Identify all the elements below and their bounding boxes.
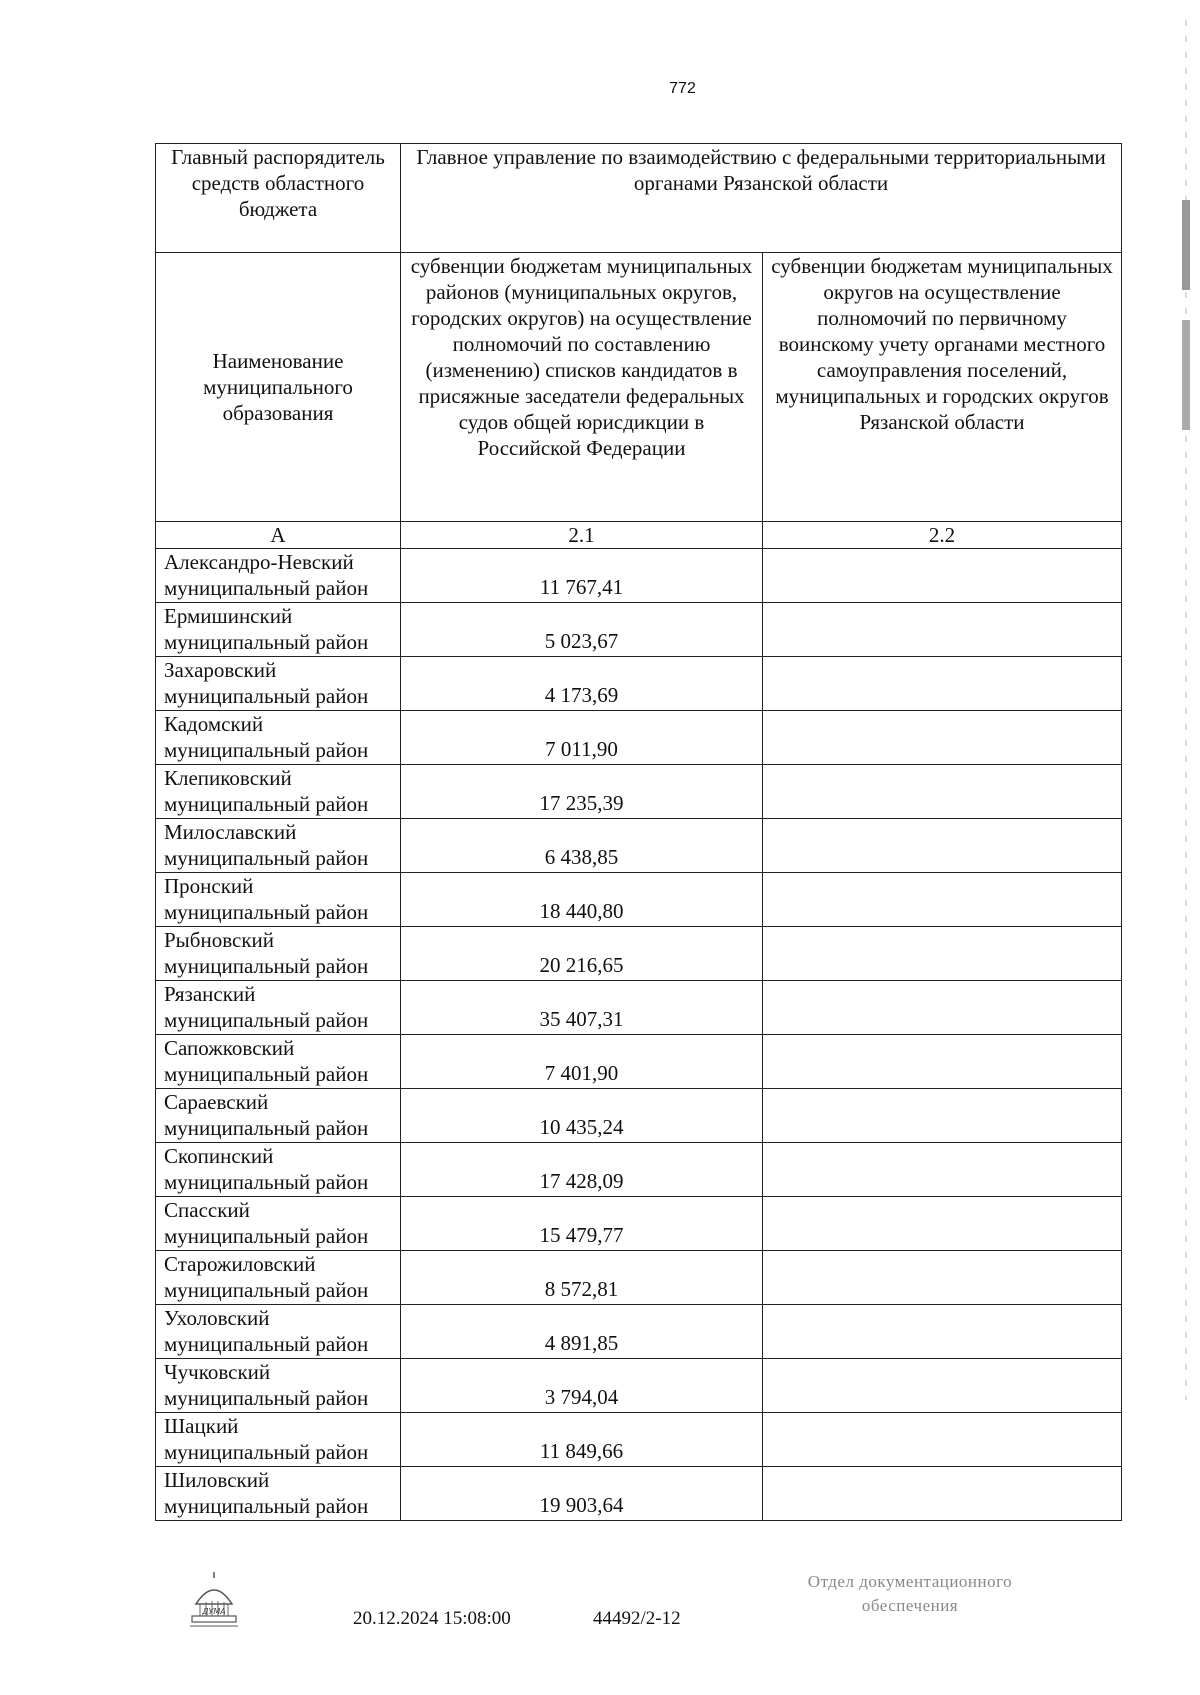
value-2-1: 4 891,85 [401,1305,763,1359]
value-2-2 [763,981,1122,1035]
value-2-1: 15 479,77 [401,1197,763,1251]
municipality-type: муниципальный район [164,576,369,600]
subventions-table [155,143,1122,1521]
value-2-1: 7 401,90 [401,1035,763,1089]
table-row [156,1035,1122,1089]
value-2-2 [763,603,1122,657]
municipality-type: муниципальный район [164,900,369,924]
municipality-type: муниципальный район [164,1008,369,1032]
municipality-name-cell [156,873,401,927]
stamp-line-1: Отдел документационного [807,1572,1013,1591]
value-2-1: 19 903,64 [401,1467,763,1521]
municipality-type: муниципальный район [164,1386,369,1410]
table-row [156,711,1122,765]
value-2-2 [763,1467,1122,1521]
value-2-1: 11 849,66 [401,1413,763,1467]
municipality-name: Пронский [164,874,254,898]
municipality-name: Кадомский [164,712,264,736]
value-2-1: 35 407,31 [401,981,763,1035]
municipality-name: Спасский [164,1198,250,1222]
value-2-2 [763,927,1122,981]
value-2-2 [763,1035,1122,1089]
municipality-name: Чучковский [164,1360,271,1384]
value-2-2 [763,873,1122,927]
index-a: А [156,522,401,549]
department-stamp [760,1570,1060,1618]
column-index-row [156,522,1122,549]
table-row [156,981,1122,1035]
distributor-row [156,144,1122,253]
column-2-2-header: субвенции бюджетам муниципальных округов на осуществление полномочий по первичному воинскому учету органами местного самоуправления поселений, муниципальных и городских округов Рязанской области [763,253,1122,522]
distributor-label: Главный распорядитель средств областного бюджета [156,144,401,253]
value-2-2 [763,549,1122,603]
value-2-2 [763,1359,1122,1413]
municipality-name-cell [156,1035,401,1089]
municipality-name-cell [156,1143,401,1197]
value-2-2 [763,1305,1122,1359]
municipality-name-cell [156,711,401,765]
value-2-1: 7 011,90 [401,711,763,765]
table-row [156,819,1122,873]
column-header-row [156,253,1122,522]
municipality-type: муниципальный район [164,1116,369,1140]
municipality-name-cell [156,1251,401,1305]
logo-lettering: ДУМА [202,1607,226,1616]
municipality-name-cell [156,1089,401,1143]
table-row [156,1413,1122,1467]
value-2-2 [763,765,1122,819]
value-2-1: 20 216,65 [401,927,763,981]
value-2-1: 17 428,09 [401,1143,763,1197]
municipality-type: муниципальный район [164,1494,369,1518]
index-2-2: 2.2 [763,522,1122,549]
stamp-line-2: обеспечения [861,1596,959,1615]
footer-timestamp: 20.12.2024 15:08:00 [353,1608,511,1629]
value-2-2 [763,1251,1122,1305]
municipality-name-cell [156,1413,401,1467]
value-2-1: 4 173,69 [401,657,763,711]
municipality-name-cell [156,1197,401,1251]
municipality-name: Милославский [164,820,297,844]
value-2-1: 18 440,80 [401,873,763,927]
municipality-name-cell [156,1467,401,1521]
value-2-2 [763,1143,1122,1197]
municipality-type: муниципальный район [164,846,369,870]
municipality-type: муниципальный район [164,1278,369,1302]
table-row [156,549,1122,603]
index-2-1: 2.1 [401,522,763,549]
table-row [156,603,1122,657]
municipality-name-cell [156,657,401,711]
value-2-2 [763,657,1122,711]
municipality-name: Захаровский [164,658,277,682]
page-number: 772 [669,80,696,97]
value-2-1: 3 794,04 [401,1359,763,1413]
value-2-2 [763,819,1122,873]
value-2-1: 11 767,41 [401,549,763,603]
municipality-type: муниципальный район [164,738,369,762]
value-2-1: 5 023,67 [401,603,763,657]
municipality-name: Александро-Невский [164,550,354,574]
municipality-name: Ермишинский [164,604,293,628]
municipality-type: муниципальный район [164,684,369,708]
table-row [156,1089,1122,1143]
scan-edge-marks [1180,20,1192,1400]
municipality-name: Рыбновский [164,928,275,952]
municipality-name-cell [156,603,401,657]
value-2-2 [763,1413,1122,1467]
table-row [156,1251,1122,1305]
municipality-name-cell [156,981,401,1035]
value-2-2 [763,711,1122,765]
municipality-type: муниципальный район [164,1062,369,1086]
municipality-column-header: Наименование муниципального образования [156,253,401,522]
municipality-name-cell [156,927,401,981]
table-row [156,1467,1122,1521]
municipality-type: муниципальный район [164,1170,369,1194]
value-2-2 [763,1197,1122,1251]
municipality-name: Скопинский [164,1144,274,1168]
municipality-name: Сараевский [164,1090,269,1114]
table-row [156,873,1122,927]
municipality-name-cell [156,765,401,819]
municipality-type: муниципальный район [164,954,369,978]
municipality-name: Клепиковский [164,766,292,790]
column-2-1-header: субвенции бюджетам муниципальных районов (муниципальных округов, городских округов) на осуществление полномочий по составлению (изменению) списков кандидатов в присяжные заседатели федеральных судов общей юрисдикции в Российской Федерации [401,253,763,522]
municipality-name-cell [156,549,401,603]
municipality-type: муниципальный район [164,1332,369,1356]
value-2-1: 6 438,85 [401,819,763,873]
table-row [156,657,1122,711]
table-row [156,1143,1122,1197]
municipality-name: Шацкий [164,1414,239,1438]
municipality-name: Шиловский [164,1468,270,1492]
municipality-name: Ухоловский [164,1306,270,1330]
value-2-2 [763,1089,1122,1143]
municipality-type: муниципальный район [164,1440,369,1464]
duma-logo [186,1568,242,1630]
value-2-1: 10 435,24 [401,1089,763,1143]
value-2-1: 8 572,81 [401,1251,763,1305]
table-row [156,1359,1122,1413]
footer-doc-number: 44492/2-12 [593,1608,681,1629]
distributor-value: Главное управление по взаимодействию с федеральными территориальными органами Рязанской области [401,144,1122,253]
municipality-name-cell [156,819,401,873]
municipality-type: муниципальный район [164,1224,369,1248]
value-2-1: 17 235,39 [401,765,763,819]
table-row [156,927,1122,981]
table-row [156,1305,1122,1359]
municipality-name: Рязанский [164,982,256,1006]
municipality-name: Старожиловский [164,1252,316,1276]
table-row [156,1197,1122,1251]
municipality-type: муниципальный район [164,792,369,816]
municipality-type: муниципальный район [164,630,369,654]
table-row [156,765,1122,819]
municipality-name-cell [156,1305,401,1359]
municipality-name-cell [156,1359,401,1413]
municipality-name: Сапожковский [164,1036,295,1060]
